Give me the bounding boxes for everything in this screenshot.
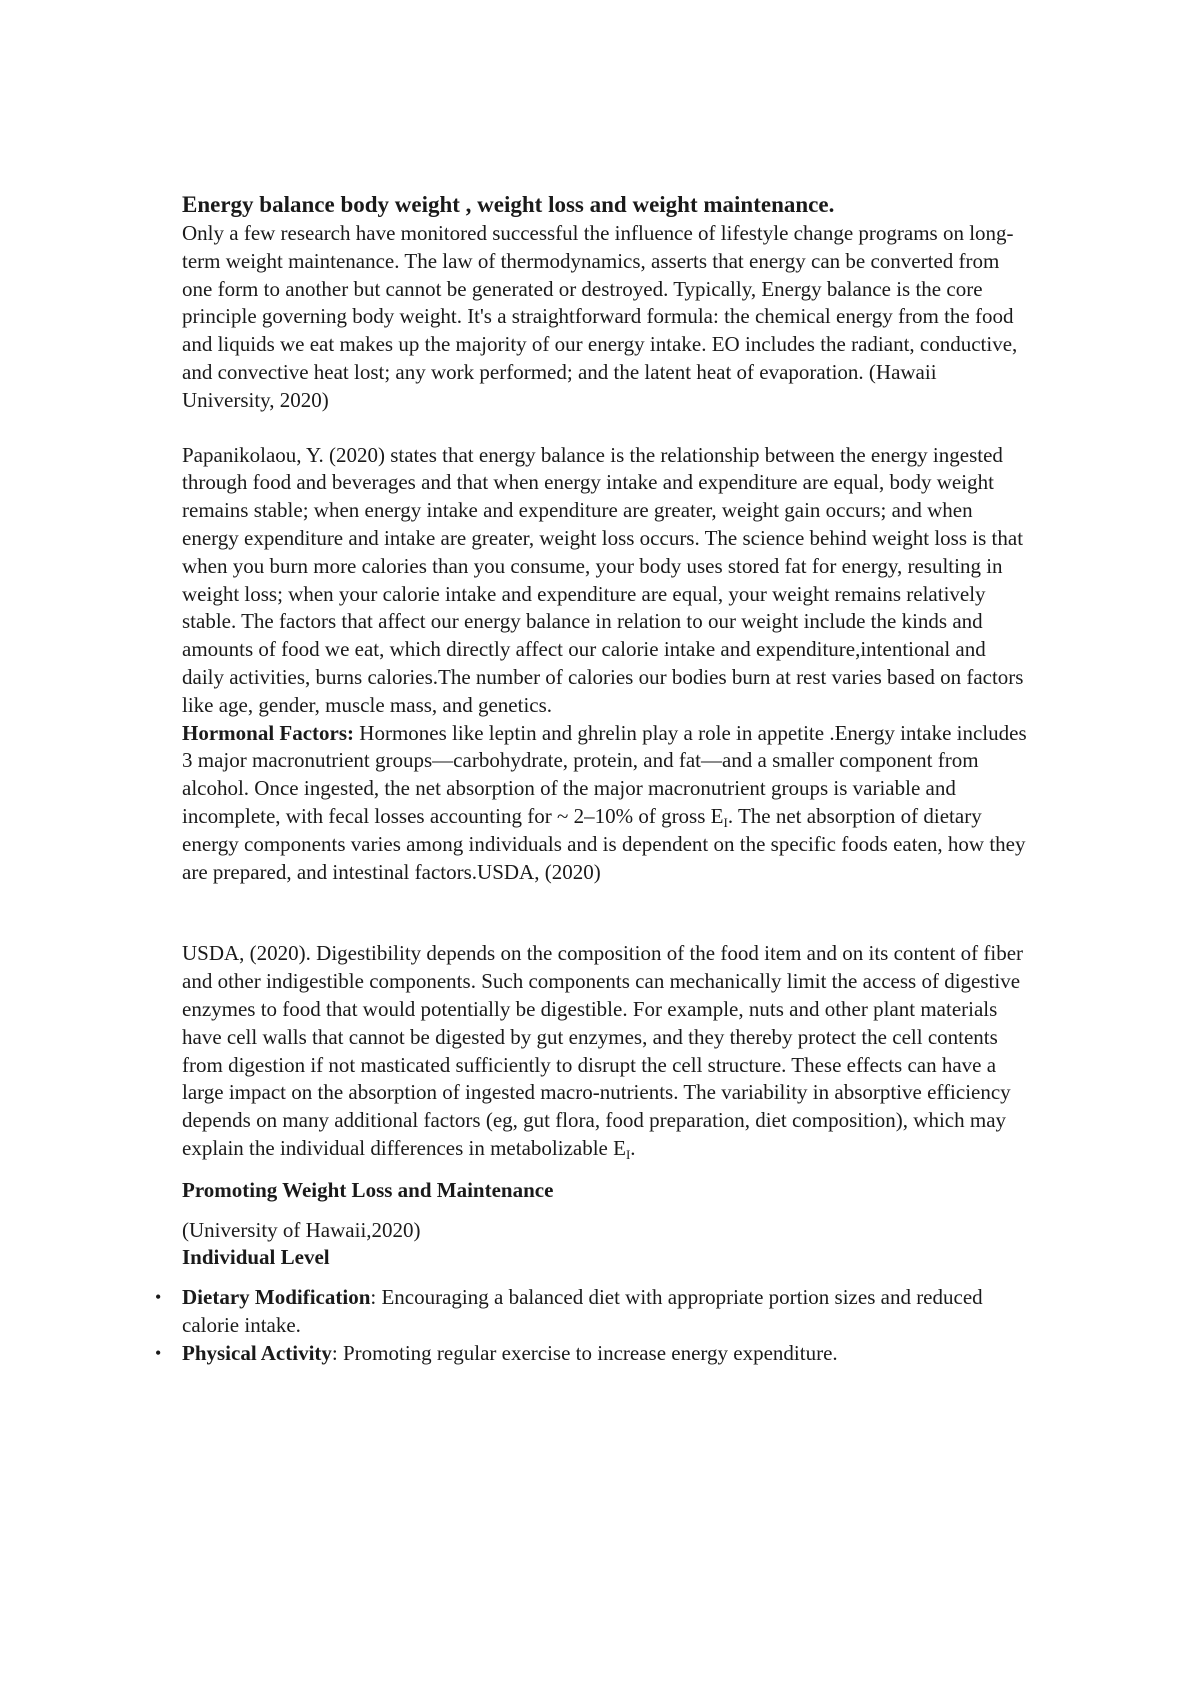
- paragraph-energy-balance: Only a few research have monitored successful the influence of lifestyle change programs on long-term weight maintenance. The law of thermodynamics, asserts that energy can be converted from one form to another but cannot be generated or destroyed. Typically, Energy balance is the core principle governing body weight. It's a straightforward formula: the chemical energy from the food and liquids we eat makes up the majority of our energy intake. EO includes the radiant, conductive, and convective heat lost; any work performed; and the latent heat of evaporation. (Hawaii University, 2020): [182, 221, 1018, 412]
- subscript-i: I: [625, 1146, 631, 1162]
- paragraph-hormonal-factors: [182, 720, 1032, 887]
- bullet-icon: •: [155, 1287, 162, 1308]
- list-item: [155, 1340, 1032, 1368]
- subscript-i: I: [723, 814, 728, 830]
- section-heading-promoting-weight-loss: Promoting Weight Loss and Maintenance: [182, 1177, 554, 1202]
- hormonal-factors-text: Hormones like leptin and ghrelin play a role in appetite .Energy intake includes 3 major macronutrient groups—carbohydrate, protein, and fat—and a smaller component from alcohol. Once ingested, the net absorption of the major macronutrient groups is variable and incomplete, with fecal losses accounting for ~ 2–10% of gross E: [182, 720, 1027, 828]
- usda-text-end: .: [630, 1135, 636, 1160]
- usda-text: USDA, (2020). Digestibility depends on the composition of the food item and on its content of fiber and other indigestible components. Such components can mechanically limit the access of digestive enzymes to food that would potentially be digestible. For example, nuts and other plant materials have cell walls that cannot be digested by gut enzymes, and they thereby protect the cell contents from digestion if not masticated sufficiently to disrupt the cell structure. These effects can have a large impact on the absorption of ingested macro-nutrients. The variability in absorptive efficiency depends on many additional factors (eg, gut flora, food preparation, diet composition), which may explain the individual differences in metabolizable E: [182, 941, 1024, 1160]
- section-citation: (University of Hawaii,2020): [182, 1217, 421, 1242]
- hormonal-factors-text-end: . The net absorption of dietary energy components varies among individuals and is dependent on the specific foods eaten, how they are prepared, and intestinal factors.USDA, (2020): [182, 803, 1026, 884]
- subheading-individual-level: Individual Level: [182, 1245, 330, 1270]
- bullet-list: [155, 1284, 1032, 1367]
- hormonal-factors-label: Hormonal Factors:: [182, 720, 355, 745]
- bullet-icon: •: [155, 1342, 162, 1363]
- bullet-label: Dietary Modification: [182, 1285, 371, 1310]
- bullet-label: Physical Activity: [182, 1340, 332, 1365]
- paragraph-gap: [182, 415, 1032, 442]
- bullet-text: : Promoting regular exercise to increase energy expenditure.: [331, 1340, 838, 1365]
- paragraph-papanikolaou: Papanikolaou, Y. (2020) states that energy balance is the relationship between the energy ingested through food and beverages and that when energy intake and expenditure are equal, body weight remains stable; when energy intake and expenditure are greater, weight gain occurs; and when energy expenditure and intake are greater, weight loss occurs. The science behind weight loss is that when you burn more calories than you consume, your body uses stored fat for energy, resulting in weight loss; when your calorie intake and expenditure are equal, your weight remains relatively stable. The factors that affect our energy balance in relation to our weight include the kinds and amounts of food we eat, which directly affect our calorie intake and expenditure,intentional and daily activities, burns calories.The number of calories our bodies burn at rest varies based on factors like age, gender, muscle mass, and genetics.: [182, 442, 1024, 717]
- paragraph-gap: [182, 886, 1032, 940]
- document-title: Energy balance body weight , weight loss and weight maintenance.: [182, 192, 835, 217]
- paragraph-usda-digestibility: [182, 940, 1032, 1162]
- bullet-text: : Encouraging a balanced diet with appropriate portion sizes and reduced calorie intake.: [182, 1285, 983, 1337]
- list-item: [155, 1284, 1032, 1340]
- document-page: [155, 190, 1032, 1367]
